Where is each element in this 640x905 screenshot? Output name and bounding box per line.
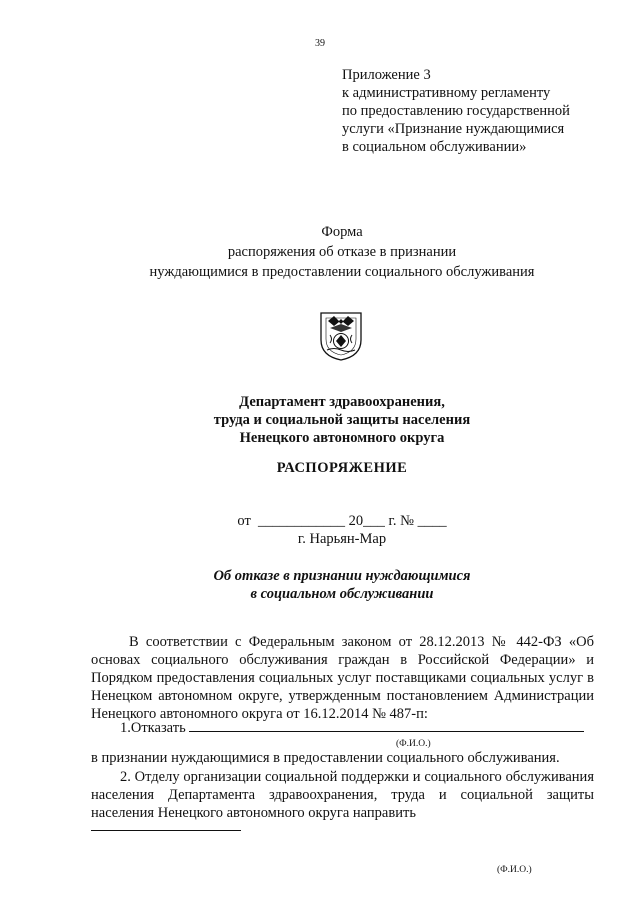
- fio-caption: (Ф.И.О.): [396, 739, 431, 749]
- preamble-text: В соответствии с Федеральным законом от 28.12.2013 № 442-ФЗ «Об основах социального обслуживания граждан в Российской Федерации» и Порядком предоставления социальных услуг поставщиками социальных услуг в Ненецком автономном округе, утвержденным постановлением Администрации Ненецкого автономного округа от 16.12.2014 № 487-п:: [91, 634, 594, 722]
- department-line: Ненецкого автономного округа: [239, 430, 445, 446]
- preamble-paragraph: [91, 633, 594, 723]
- form-title-line: распоряжения об отказе в признании: [227, 244, 457, 260]
- item-2-paragraph: [91, 768, 594, 822]
- page-number: 39: [315, 38, 325, 49]
- item-2-text: 2. Отделу организации социальной поддержки и социального обслуживания населения Департамента здравоохранения, труда и социальной защиты населения Ненецкого автономного округа направить: [91, 769, 594, 821]
- city-line: г. Нарьян-Мар: [297, 531, 387, 547]
- order-subject: [0, 567, 640, 603]
- department-line: Департамент здравоохранения,: [239, 394, 445, 410]
- fio-caption: (Ф.И.О.): [497, 865, 532, 875]
- form-title-line: Форма: [321, 224, 363, 240]
- form-title-line: нуждающимися в предоставлении социального обслуживания: [149, 264, 535, 280]
- subject-line: в социальном обслуживании: [250, 586, 434, 602]
- appendix-line: услуги «Признание нуждающимися: [342, 121, 565, 137]
- order-title: РАСПОРЯЖЕНИЕ: [276, 460, 408, 476]
- fio-blank-line: [91, 830, 241, 831]
- appendix-line: по предоставлению государственной: [342, 103, 570, 119]
- coat-of-arms-emblem: [318, 310, 364, 362]
- form-title: [0, 222, 640, 282]
- appendix-line: в социальном обслуживании»: [342, 139, 527, 155]
- department-line: труда и социальной защиты населения: [213, 412, 471, 428]
- appendix-line: к административному регламенту: [342, 85, 551, 101]
- appendix-line: Приложение 3: [342, 67, 431, 83]
- item-1-line: [120, 718, 600, 737]
- appendix-header: [342, 66, 632, 156]
- department-name: [0, 393, 640, 447]
- item-1-label: 1.Отказать: [120, 720, 186, 736]
- subject-line: Об отказе в признании нуждающимися: [213, 568, 471, 584]
- date-number-line: от ____________ 20___ г. № ____: [237, 513, 447, 529]
- item-1-continuation: в признании нуждающимися в предоставлении социального обслуживания.: [91, 750, 560, 766]
- fio-blank-line: [189, 718, 584, 732]
